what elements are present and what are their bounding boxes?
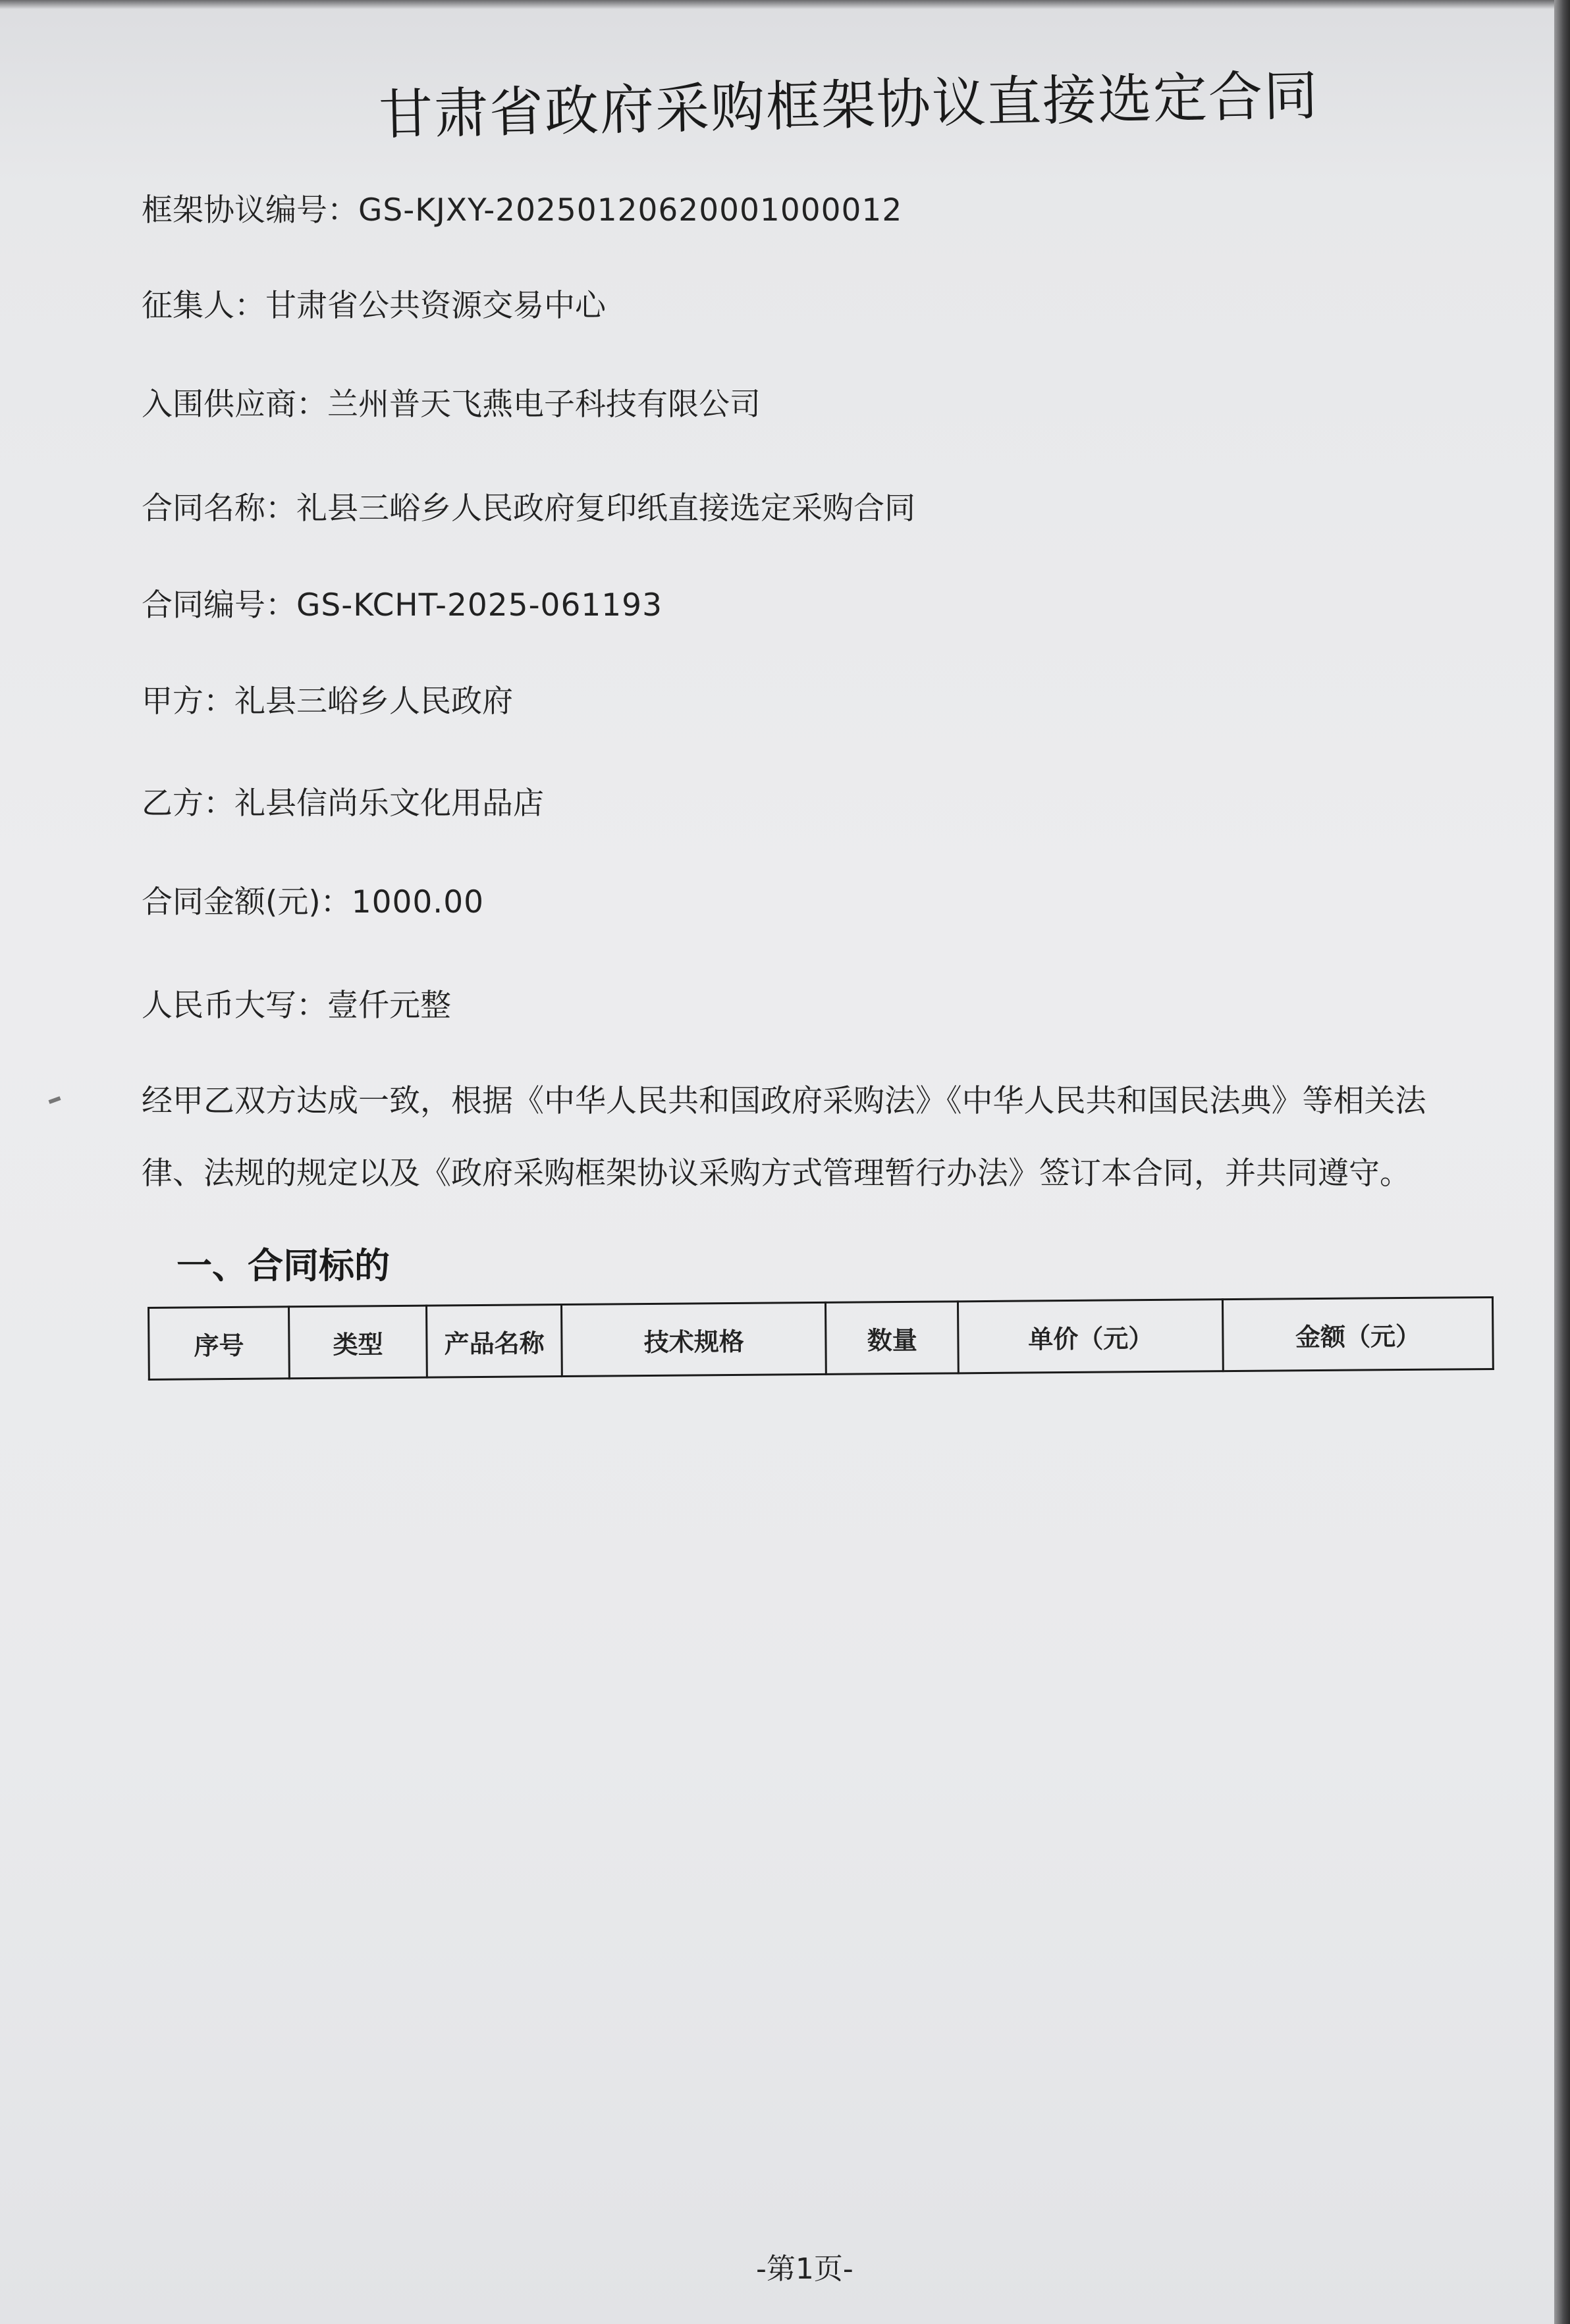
field-label: 甲方：	[142, 683, 234, 720]
contract-items-table	[148, 1296, 1494, 1381]
agreement-paragraph-line-1: 经甲乙双方达成一致，根据《中华人民共和国政府采购法》《中华人民共和国民法典》等相关法	[142, 1083, 1426, 1119]
field-label: 人民币大写：	[142, 988, 327, 1024]
section-heading-contract-subject: 一、合同标的	[176, 1245, 390, 1286]
header-product-name: 产品名称	[427, 1305, 562, 1378]
contract-number	[142, 581, 663, 625]
table-header-row	[149, 1297, 1494, 1379]
field-value: 壹仟元整	[327, 988, 451, 1024]
field-label: 征集人：	[142, 288, 265, 324]
top-shadow	[0, 0, 1554, 9]
field-value: GS-KCHT-2025-061193	[296, 587, 663, 623]
header-technical-spec: 技术规格	[562, 1302, 826, 1376]
field-label: 合同编号：	[142, 587, 296, 623]
header-type: 类型	[289, 1306, 427, 1379]
collector	[142, 281, 606, 325]
party-b	[142, 779, 544, 823]
party-a	[142, 677, 513, 721]
field-value: 礼县三峪乡人民政府	[234, 683, 513, 720]
field-value: 礼县三峪乡人民政府复印纸直接选定采购合同	[296, 490, 915, 527]
field-value: GS-KJXY-20250120620001000012	[358, 192, 903, 228]
header-serial-number: 序号	[149, 1307, 290, 1380]
supplier	[142, 380, 761, 424]
field-value: 1000.00	[351, 884, 485, 920]
field-label: 合同金额(元)：	[142, 884, 352, 920]
field-label: 乙方：	[142, 785, 234, 822]
framework-agreement-number	[142, 186, 902, 230]
header-quantity: 数量	[826, 1302, 959, 1375]
document-title: 甘肃省政府采购框架协议直接选定合同	[378, 65, 1320, 147]
agreement-paragraph-line-2: 律、法规的规定以及《政府采购框架协议采购方式管理暂行办法》签订本合同，并共同遵守。	[142, 1155, 1411, 1192]
header-amount: 金额（元）	[1223, 1297, 1494, 1371]
contract-amount	[142, 878, 484, 922]
header-unit-price: 单价（元）	[958, 1300, 1224, 1373]
field-label: 入围供应商：	[142, 386, 327, 423]
field-value: 甘肃省公共资源交易中心	[265, 288, 606, 324]
field-value: 礼县信尚乐文化用品店	[234, 785, 544, 822]
amount-in-words	[142, 981, 451, 1025]
page-number: -第1页-	[756, 2252, 853, 2286]
field-label: 合同名称：	[142, 490, 296, 527]
field-value: 兰州普天飞燕电子科技有限公司	[327, 386, 761, 423]
field-label: 框架协议编号：	[142, 192, 358, 228]
contract-name	[142, 484, 915, 528]
page-edge-shadow	[1554, 0, 1570, 2324]
